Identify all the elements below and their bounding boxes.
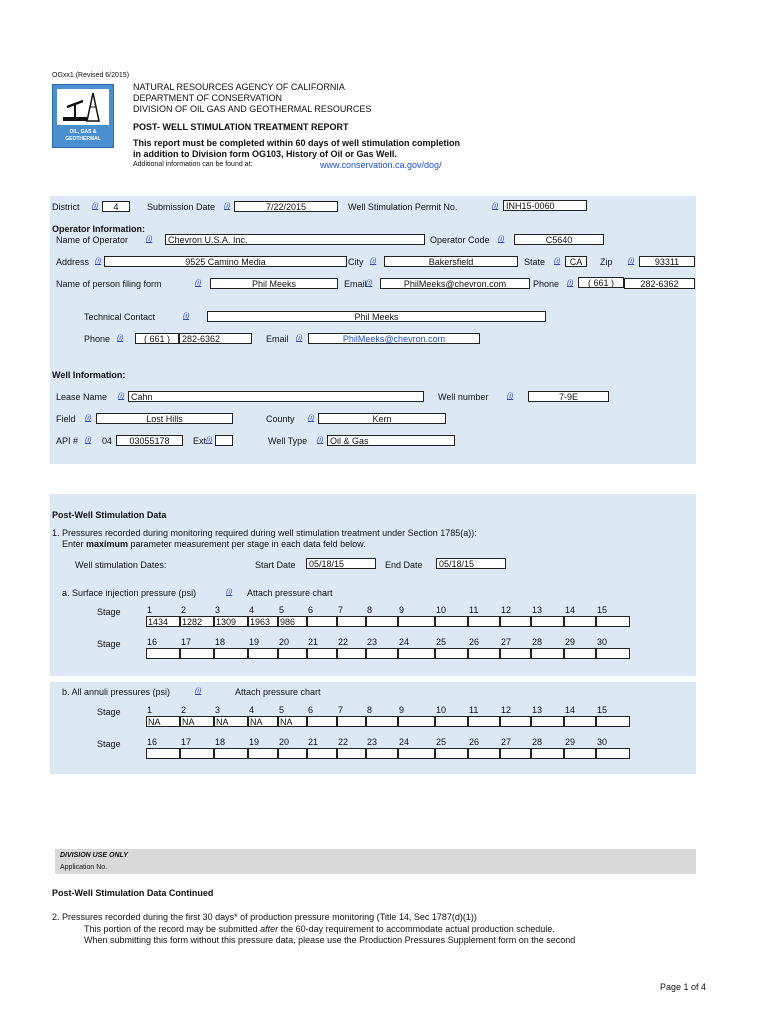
annuli-stage-number: 9	[399, 705, 405, 715]
technical-phone-info-link[interactable]: (i)	[117, 335, 124, 342]
permit-field[interactable]: INH15-0060	[503, 200, 587, 211]
annuli-stage-value-field[interactable]	[468, 748, 500, 759]
operator-code-info-link[interactable]: (i)	[498, 236, 505, 243]
annuli-stage-value-field[interactable]	[398, 716, 435, 727]
conservation-link[interactable]: www.conservation.ca.gov/dog/	[320, 160, 442, 170]
operator-section-title: Operator Information:	[52, 224, 146, 234]
surface-stage-value-field[interactable]	[500, 648, 531, 659]
email-field[interactable]: PhilMeeks@chevron.com	[380, 278, 530, 289]
annuli-pressure-label: b. All annuli pressures (psi)	[62, 687, 171, 697]
annuli-stage-value-field[interactable]	[468, 716, 500, 727]
surface-stage-number: 29	[565, 637, 576, 647]
technical-phone-area-field[interactable]: ( 661 )	[135, 333, 179, 344]
continued-note-2: When submitting this form without this pressure data, please use the Production Pressures Supplement form on the second	[84, 935, 576, 945]
api-info-link[interactable]: (i)	[85, 437, 92, 444]
annuli-stage-value-field[interactable]	[500, 716, 531, 727]
item1-line2: Enter maximum parameter measurement per stage in each data feld below.	[62, 539, 366, 549]
annuli-stage-value-field[interactable]: NA	[278, 716, 307, 727]
continued-note-1: This portion of the record may be submitted after the 60-day requirement to accommodate actual production schedule.	[84, 924, 555, 934]
annuli-stage-number: 10	[436, 705, 447, 715]
surface-stage-number: 24	[399, 637, 410, 647]
annuli-stage-number: 29	[565, 737, 576, 747]
surface-stage-number: 1	[147, 605, 153, 615]
surface-stage-label-1: Stage	[97, 607, 121, 617]
surface-stage-value-field[interactable]	[468, 648, 500, 659]
annuli-stage-value-field[interactable]: NA	[248, 716, 278, 727]
annuli-stage-value-field[interactable]	[337, 716, 366, 727]
city-info-link[interactable]: (i)	[370, 258, 377, 265]
annuli-stage-number: 28	[532, 737, 543, 747]
surface-stage-number: 21	[308, 637, 319, 647]
operator-name-label: Name of Operator	[56, 235, 129, 245]
annuli-stage-number: 22	[338, 737, 349, 747]
well-number-label: Well number	[438, 392, 489, 402]
zip-field[interactable]: 93311	[639, 256, 695, 267]
logo-text-2: GEOTHERMAL	[65, 136, 101, 142]
annuli-stage-value-field[interactable]	[531, 716, 564, 727]
field-info-link[interactable]: (i)	[85, 415, 92, 422]
operator-code-label: Operator Code	[430, 235, 490, 245]
technical-email-field[interactable]: PhilMeeks@chevron.com	[308, 333, 480, 344]
technical-email-info-link[interactable]: (i)	[296, 335, 303, 342]
operator-code-field[interactable]: C5640	[514, 234, 604, 245]
annuli-stage-label-2: Stage	[97, 739, 121, 749]
page-number: Page 1 of 4	[660, 982, 707, 992]
surface-stage-number: 19	[249, 637, 260, 647]
phone-info-link[interactable]: (i)	[567, 280, 574, 287]
well-type-field[interactable]: Oil & Gas	[327, 435, 455, 446]
surface-stage-number: 4	[249, 605, 255, 615]
start-date-label: Start Date	[255, 560, 296, 570]
division-name: DIVISION OF OIL GAS AND GEOTHERMAL RESOURCES	[133, 104, 372, 114]
surface-stage-number: 5	[279, 605, 285, 615]
district-field[interactable]: 4	[102, 201, 130, 212]
surface-stage-number: 16	[147, 637, 158, 647]
lease-name-label: Lease Name	[56, 392, 108, 402]
annuli-attach-chart-label: Attach pressure chart	[235, 687, 321, 697]
surface-stage-number: 6	[308, 605, 314, 615]
annuli-stage-number: 26	[469, 737, 480, 747]
operator-name-field[interactable]: Chevron U.S.A. Inc.	[165, 234, 425, 245]
surface-stage-value-field[interactable]	[248, 648, 278, 659]
surface-stage-number: 11	[469, 605, 479, 615]
annuli-stage-value-field[interactable]	[596, 716, 630, 727]
annuli-pressure-info-link[interactable]: (i)	[195, 688, 202, 695]
annuli-stage-number: 8	[367, 705, 373, 715]
address-info-link[interactable]: (i)	[95, 258, 102, 265]
annuli-stage-number: 30	[597, 737, 608, 747]
surface-stage-value-field[interactable]	[596, 616, 630, 627]
address-label: Address	[56, 257, 90, 267]
agency-name: NATURAL RESOURCES AGENCY OF CALIFORNIA	[133, 82, 345, 92]
city-field[interactable]: Bakersfield	[384, 256, 518, 267]
annuli-stage-number: 13	[532, 705, 543, 715]
county-field[interactable]: Kern	[318, 413, 446, 424]
report-title: POST- WELL STIMULATION TREATMENT REPORT	[133, 122, 349, 132]
county-info-link[interactable]: (i)	[308, 415, 315, 422]
lease-name-field[interactable]: Cahn	[128, 391, 424, 402]
annuli-stage-value-field[interactable]	[564, 716, 596, 727]
well-type-label: Well Type	[268, 436, 308, 446]
surface-stage-number: 8	[367, 605, 373, 615]
surface-stage-number: 3	[215, 605, 221, 615]
item2-text: 2. Pressures recorded during the first 30 days* of production pressure monitoring (Title 14, Sec 1787(d)(1))	[52, 912, 477, 922]
form-code: OGxx1 (Revised 6/2015)	[52, 72, 130, 79]
surface-stage-value-field[interactable]	[468, 616, 500, 627]
surface-stage-number: 20	[279, 637, 290, 647]
surface-stage-value-field[interactable]	[366, 648, 398, 659]
department-name: DEPARTMENT OF CONSERVATION	[133, 93, 283, 103]
surface-attach-chart-label: Attach pressure chart	[247, 588, 333, 598]
email-label: Email	[344, 279, 367, 289]
annuli-stage-value-field[interactable]	[180, 748, 214, 759]
county-label: County	[266, 414, 295, 424]
instruction-line-1: This report must be completed within 60 days of well stimulation completion	[133, 138, 461, 148]
annuli-stage-number: 3	[215, 705, 221, 715]
surface-stage-number: 10	[436, 605, 447, 615]
annuli-stage-number: 7	[338, 705, 344, 715]
annuli-stage-value-field[interactable]: NA	[214, 716, 248, 727]
surface-stage-number: 28	[532, 637, 543, 647]
technical-contact-field[interactable]: Phil Meeks	[207, 311, 546, 322]
ext-info-link[interactable]: (i)	[206, 437, 213, 444]
surface-stage-number: 26	[469, 637, 480, 647]
permit-label: Well Stimulation Permit No.	[348, 202, 458, 212]
surface-stage-value-field[interactable]	[596, 648, 630, 659]
surface-stage-value-field[interactable]: 1282	[180, 616, 214, 627]
annuli-stage-value-field[interactable]	[596, 748, 630, 759]
annuli-stage-value-field[interactable]	[564, 748, 596, 759]
phone-area-field[interactable]: ( 661 )	[578, 277, 624, 288]
surface-stage-value-field[interactable]	[564, 616, 596, 627]
email-info-link[interactable]: (i)	[366, 280, 373, 287]
technical-phone-number-field[interactable]: 282-6362	[179, 333, 252, 344]
annuli-stage-value-field[interactable]	[146, 748, 180, 759]
phone-label: Phone	[533, 279, 560, 289]
annuli-stage-number: 4	[249, 705, 255, 715]
surface-stage-number: 25	[436, 637, 447, 647]
surface-stage-value-field[interactable]	[366, 616, 398, 627]
api-prefix: 04	[102, 436, 113, 446]
annuli-stage-number: 19	[249, 737, 260, 747]
state-field[interactable]: CA	[565, 256, 587, 267]
surface-stage-number: 23	[367, 637, 378, 647]
surface-pressure-label: a. Surface injection pressure (psi)	[62, 588, 197, 598]
zip-label: Zip	[600, 257, 613, 267]
instruction-line-2: in addition to Division form OG103, History of Oil or Gas Well.	[133, 149, 397, 159]
surface-stage-value-field[interactable]	[307, 616, 337, 627]
surface-stage-number: 12	[501, 605, 512, 615]
well-type-info-link[interactable]: (i)	[317, 437, 324, 444]
annuli-stage-label-1: Stage	[97, 707, 121, 717]
stimulation-dates-label: Well stimulation Dates:	[75, 560, 167, 570]
ext-label: Ext	[193, 436, 207, 446]
annuli-stage-number: 6	[308, 705, 314, 715]
annuli-stage-number: 1	[147, 705, 153, 715]
surface-stage-number: 14	[565, 605, 576, 615]
surface-stage-value-field[interactable]	[214, 648, 248, 659]
surface-stage-value-field[interactable]	[180, 648, 214, 659]
surface-stage-value-field[interactable]	[398, 616, 435, 627]
annuli-stage-number: 25	[436, 737, 447, 747]
surface-stage-number: 22	[338, 637, 349, 647]
zip-info-link[interactable]: (i)	[628, 258, 635, 265]
surface-stage-value-field[interactable]	[435, 616, 468, 627]
annuli-stage-number: 15	[597, 705, 608, 715]
technical-email-label: Email	[266, 334, 289, 344]
annuli-stage-value-field[interactable]	[435, 748, 468, 759]
annuli-stage-number: 18	[215, 737, 226, 747]
end-date-field[interactable]: 05/18/15	[436, 558, 506, 569]
surface-pressure-info-link[interactable]: (i)	[226, 589, 233, 596]
phone-number-field[interactable]: 282-6362	[624, 278, 695, 289]
technical-phone-label: Phone	[84, 334, 111, 344]
surface-stage-number: 9	[399, 605, 405, 615]
annuli-stage-value-field[interactable]: NA	[146, 716, 180, 727]
continued-title: Post-Well Stimulation Data Continued	[52, 888, 214, 898]
technical-contact-label: Technical Contact	[84, 312, 156, 322]
agency-logo	[52, 84, 114, 148]
surface-stage-value-field[interactable]: 1309	[214, 616, 248, 627]
annuli-stage-value-field[interactable]	[214, 748, 248, 759]
technical-contact-info-link[interactable]: (i)	[183, 313, 190, 320]
field-field[interactable]: Lost Hills	[96, 413, 233, 424]
well-number-info-link[interactable]: (i)	[507, 393, 514, 400]
annuli-stage-value-field[interactable]	[500, 748, 531, 759]
permit-info-link[interactable]: (i)	[492, 203, 499, 210]
filer-label: Name of person filing form	[56, 279, 162, 289]
address-field[interactable]: 9525 Camino Media	[104, 256, 347, 267]
district-info-link[interactable]: (i)	[92, 203, 99, 210]
state-info-link[interactable]: (i)	[554, 258, 561, 265]
annuli-stage-value-field[interactable]	[366, 716, 398, 727]
field-label: Field	[56, 414, 76, 424]
surface-stage-value-field[interactable]	[531, 648, 564, 659]
surface-stage-number: 15	[597, 605, 608, 615]
surface-stage-value-field[interactable]	[146, 648, 180, 659]
end-date-label: End Date	[385, 560, 423, 570]
annuli-stage-number: 2	[181, 705, 187, 715]
surface-stage-value-field[interactable]	[531, 616, 564, 627]
surface-stage-value-field[interactable]	[398, 648, 435, 659]
annuli-stage-number: 11	[469, 705, 479, 715]
application-no-label: Application No.	[60, 864, 108, 871]
surface-stage-value-field[interactable]: 1434	[146, 616, 180, 627]
annuli-stage-value-field[interactable]	[531, 748, 564, 759]
surface-stage-value-field[interactable]	[435, 648, 468, 659]
surface-stage-value-field[interactable]: 1963	[248, 616, 278, 627]
item1-line1: 1. Pressures recorded during monitoring required during well stimulation treatment under Section 1785(a)):	[52, 528, 477, 538]
annuli-stage-number: 16	[147, 737, 158, 747]
surface-stage-value-field[interactable]	[337, 648, 366, 659]
well-section-title: Well Information:	[52, 370, 126, 380]
annuli-stage-number: 24	[399, 737, 410, 747]
annuli-stage-value-field[interactable]	[278, 748, 307, 759]
annuli-stage-value-field[interactable]	[307, 748, 337, 759]
division-use-title: DIVISION USE ONLY	[60, 852, 128, 859]
annuli-stage-number: 17	[181, 737, 192, 747]
filer-info-link[interactable]: (i)	[195, 280, 202, 287]
post-stimulation-title: Post-Well Stimulation Data	[52, 510, 167, 520]
api-field[interactable]: 03055178	[116, 435, 183, 446]
annuli-stage-value-field[interactable]	[248, 748, 278, 759]
surface-stage-number: 2	[181, 605, 187, 615]
submission-date-field[interactable]: 7/22/2015	[234, 201, 338, 212]
ext-field[interactable]	[215, 435, 233, 446]
annuli-stage-number: 14	[565, 705, 576, 715]
lease-name-info-link[interactable]: (i)	[118, 393, 125, 400]
filer-field[interactable]: Phil Meeks	[210, 278, 338, 289]
start-date-field[interactable]: 05/18/15	[306, 558, 376, 569]
annuli-stage-number: 21	[308, 737, 319, 747]
well-number-field[interactable]: 7-9E	[528, 391, 609, 402]
surface-stage-number: 7	[338, 605, 344, 615]
annuli-stage-value-field[interactable]: NA	[180, 716, 214, 727]
annuli-stage-value-field[interactable]	[337, 748, 366, 759]
logo-text-1: OIL, GAS &	[69, 129, 97, 135]
annuli-stage-number: 27	[501, 737, 512, 747]
submission-date-label: Submission Date	[147, 202, 216, 212]
annuli-stage-number: 5	[279, 705, 285, 715]
annuli-stage-number: 12	[501, 705, 512, 715]
surface-stage-number: 27	[501, 637, 512, 647]
annuli-stage-value-field[interactable]	[307, 716, 337, 727]
district-label: District	[52, 202, 80, 212]
annuli-stage-number: 23	[367, 737, 378, 747]
operator-name-info-link[interactable]: (i)	[146, 236, 153, 243]
surface-stage-value-field[interactable]	[500, 616, 531, 627]
api-label: API #	[56, 436, 79, 446]
additional-info-label: Additional information can be found at:	[133, 161, 253, 168]
surface-stage-number: 30	[597, 637, 608, 647]
surface-stage-number: 17	[181, 637, 192, 647]
division-use-box	[55, 849, 696, 874]
surface-stage-number: 13	[532, 605, 543, 615]
annuli-stage-value-field[interactable]	[366, 748, 398, 759]
annuli-stage-value-field[interactable]	[398, 748, 435, 759]
state-label: State	[524, 257, 546, 267]
surface-stage-value-field[interactable]	[564, 648, 596, 659]
submission-date-info-link[interactable]: (i)	[224, 203, 231, 210]
surface-stage-value-field[interactable]	[307, 648, 337, 659]
surface-stage-value-field[interactable]: 986	[278, 616, 307, 627]
surface-stage-value-field[interactable]	[278, 648, 307, 659]
annuli-stage-value-field[interactable]	[435, 716, 468, 727]
city-label: City	[348, 257, 364, 267]
surface-stage-number: 18	[215, 637, 226, 647]
surface-stage-value-field[interactable]	[337, 616, 366, 627]
surface-stage-label-2: Stage	[97, 639, 121, 649]
annuli-stage-number: 20	[279, 737, 290, 747]
